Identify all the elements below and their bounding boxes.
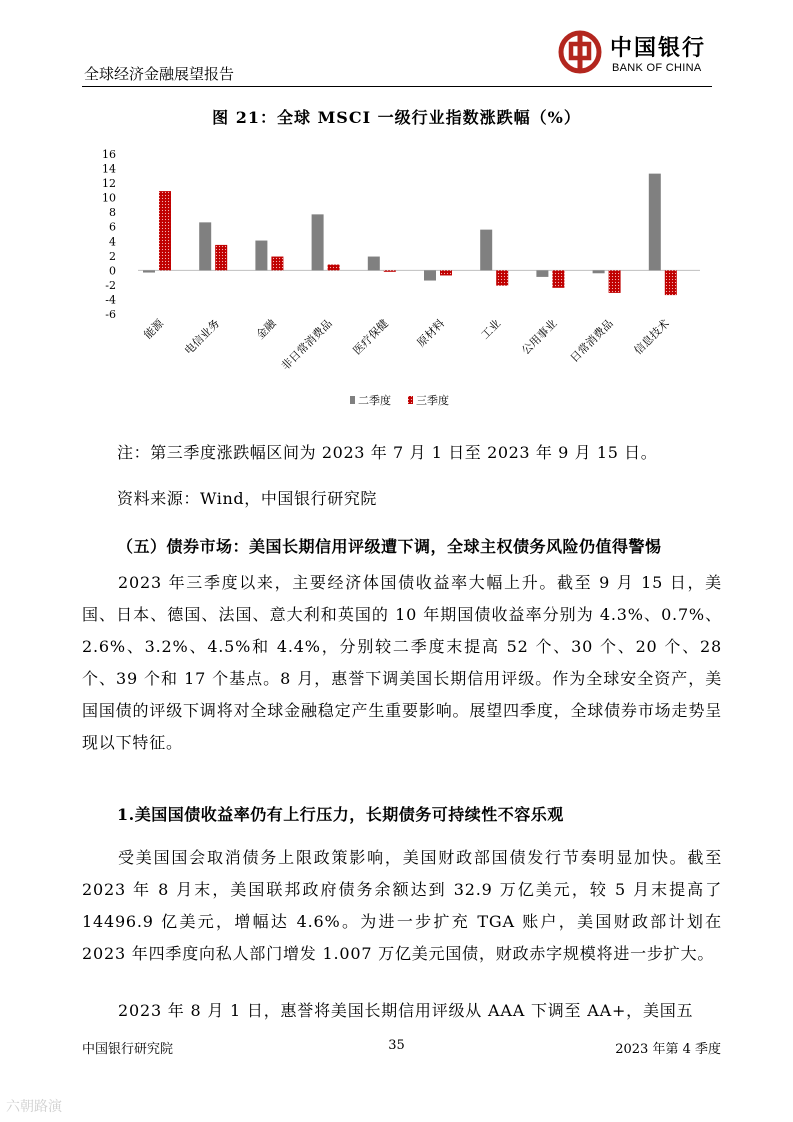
bar-q3 bbox=[384, 270, 396, 271]
paragraph-3: 2023 年 8 月 1 日，惠誉将美国长期信用评级从 AAA 下调至 AA+，美国五 bbox=[118, 1001, 694, 1020]
figure-title: 图 21：全球 MSCI 一级行业指数涨跌幅（%） bbox=[212, 108, 581, 127]
footer-period: 2023 年第 4 季度 bbox=[615, 1042, 721, 1057]
x-tick-label: 非日常消费品 bbox=[278, 316, 335, 373]
bar-q2 bbox=[368, 257, 380, 271]
footer-institute: 中国银行研究院 bbox=[82, 1042, 174, 1057]
figure-source: 资料来源：Wind，中国银行研究院 bbox=[117, 489, 378, 508]
bar-q2 bbox=[480, 230, 492, 271]
logo-english-name: BANK OF CHINA bbox=[612, 62, 702, 74]
x-tick-label: 日常消费品 bbox=[567, 316, 616, 366]
y-tick-label: 16 bbox=[102, 148, 116, 161]
y-tick-label: 2 bbox=[109, 249, 116, 263]
bar-q2 bbox=[649, 174, 661, 271]
y-tick-label: -6 bbox=[105, 308, 116, 321]
bar-q2 bbox=[424, 270, 436, 280]
x-tick-label: 能源 bbox=[141, 316, 167, 342]
bar-q3 bbox=[215, 245, 227, 270]
y-tick-label: 0 bbox=[109, 264, 116, 278]
header-report-title: 全球经济金融展望报告 bbox=[84, 65, 235, 83]
header-rule bbox=[82, 86, 712, 87]
x-tick-label: 金融 bbox=[253, 316, 279, 342]
x-tick-label: 原材料 bbox=[414, 316, 448, 350]
x-tick-label: 工业 bbox=[478, 316, 504, 342]
watermark: 六朝路演 bbox=[6, 1098, 62, 1114]
bar-q2 bbox=[143, 270, 155, 272]
bar-q3 bbox=[496, 270, 508, 285]
bar-q3 bbox=[159, 191, 171, 270]
bar-q2 bbox=[312, 214, 324, 270]
legend-swatch bbox=[408, 396, 413, 404]
bar-q3 bbox=[440, 270, 452, 275]
x-tick-label: 医疗保健 bbox=[350, 316, 391, 358]
bank-of-china-emblem-icon bbox=[558, 30, 602, 74]
y-tick-label: 8 bbox=[109, 206, 116, 220]
y-tick-label: -2 bbox=[105, 278, 116, 292]
legend-label: 三季度 bbox=[416, 394, 449, 407]
y-tick-label: 4 bbox=[109, 235, 116, 249]
y-tick-label: 6 bbox=[109, 220, 116, 234]
section-heading: （五）债券市场：美国长期信用评级遭下调，全球主权债务风险仍值得警惕 bbox=[117, 537, 662, 556]
bar-q2 bbox=[199, 222, 211, 270]
bar-q3 bbox=[665, 270, 677, 295]
bar-q3 bbox=[552, 270, 564, 287]
paragraph-2: 受美国国会取消债务上限政策影响，美国财政部国债发行节奏明显加快。截至 2023 年 8 月末，美国联邦政府债务余额达到 32.9 万亿美元，较 5 月末提高了 14496.9 亿美元，增幅达 4.6%。为进一步扩充 TGA 账户，美国财政部计划在 2023 年四季度向私人部门增发 1.007 万亿美元国债，财政赤字规模将进一步扩大。 bbox=[82, 848, 722, 963]
legend-label: 二季度 bbox=[358, 394, 391, 407]
x-tick-label: 电信业务 bbox=[182, 316, 223, 358]
x-tick-label: 信息技术 bbox=[631, 316, 672, 358]
sub-heading: 1.美国国债收益率仍有上行压力，长期债务可持续性不容乐观 bbox=[117, 805, 564, 824]
x-tick-label: 公用事业 bbox=[519, 316, 560, 358]
logo-chinese-name: 中国银行 bbox=[610, 35, 707, 61]
bar-q2 bbox=[536, 270, 548, 277]
bar-q3 bbox=[271, 257, 283, 271]
y-tick-label: 10 bbox=[102, 191, 116, 205]
legend-swatch bbox=[350, 396, 355, 404]
industry-index-bar-chart bbox=[80, 140, 720, 425]
bar-q2 bbox=[255, 241, 267, 271]
footer-page-number: 35 bbox=[388, 1038, 405, 1053]
bank-logo bbox=[558, 30, 718, 82]
figure-note: 注：第三季度涨跌幅区间为 2023 年 7 月 1 日至 2023 年 9 月 15 日。 bbox=[117, 443, 658, 462]
bar-q3 bbox=[609, 270, 621, 293]
y-tick-label: 14 bbox=[102, 162, 116, 176]
paragraph-1: 2023 年三季度以来，主要经济体国债收益率大幅上升。截至 9 月 15 日，美国、日本、德国、法国、意大利和英国的 10 年期国债收益率分别为 4.3%、0.7%、2.6%、3.2%、4.5%和 4.4%，分别较二季度末提高 52 个、30 个、20 个、28 个、39 个和 17 个基点。8 月，惠誉下调美国长期信用评级。作为全球安全资产，美国国债的评级下调将对全球金融稳定产生重要影响。展望四季度，全球债券市场走势呈现以下特征。 bbox=[82, 573, 722, 752]
y-tick-label: 12 bbox=[102, 177, 116, 191]
bar-q2 bbox=[593, 270, 605, 273]
y-tick-label: -4 bbox=[105, 293, 116, 307]
bar-q3 bbox=[328, 265, 340, 271]
